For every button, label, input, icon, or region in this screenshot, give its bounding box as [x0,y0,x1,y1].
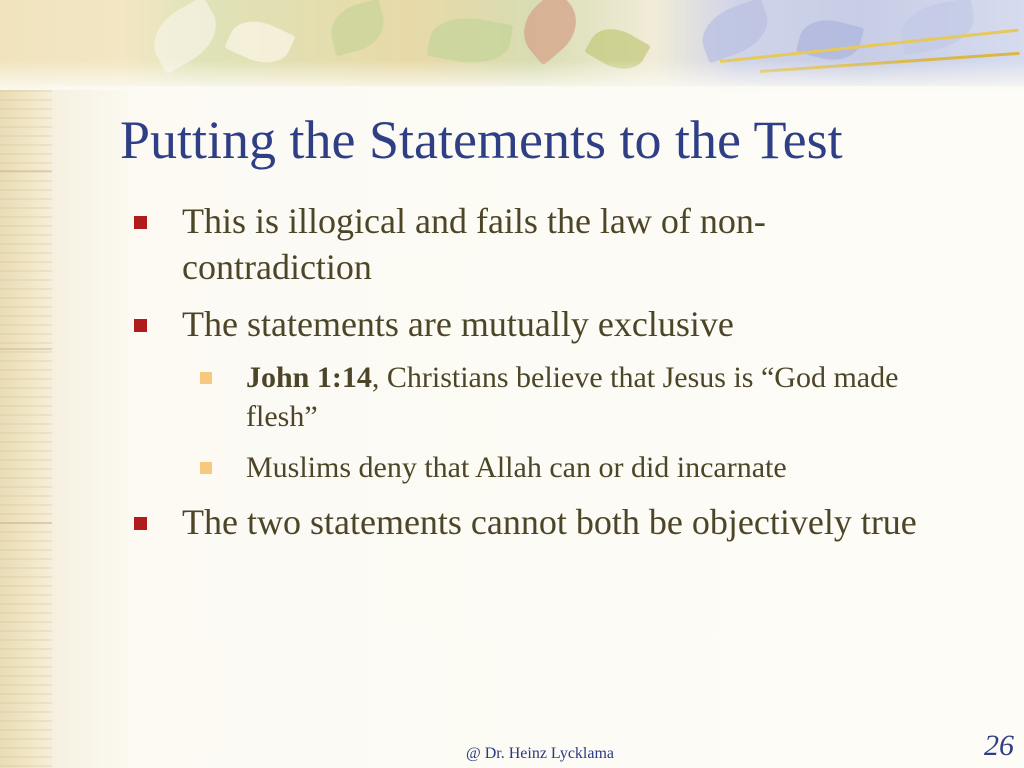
bullet-text: This is illogical and fails the law of non-contradiction [182,201,766,287]
square-bullet-icon [134,216,147,229]
page-number: 26 [984,729,1014,762]
bullet-item [128,301,948,347]
bullet-item [128,499,948,545]
border-seam [0,170,52,172]
footer-credit: @ Dr. Heinz Lycklama [465,745,615,762]
border-seam [0,522,52,524]
bullet-list [128,198,948,556]
bullet-text: The two statements cannot both be objectively true [182,502,917,542]
square-bullet-icon [134,319,147,332]
bullet-item [128,198,948,290]
square-bullet-icon [200,372,212,384]
sub-bullet-item [128,358,948,436]
banner-fade [0,60,1024,90]
bullet-text: , Christians believe that Jesus is “God made flesh” [246,361,899,433]
bullet-text: The statements are mutually exclusive [182,304,734,344]
parchment-border [0,0,52,768]
scripture-reference: John 1:14 [246,361,372,394]
border-seam [0,348,52,350]
square-bullet-icon [134,517,147,530]
slide-title: Putting the Statements to the Test [120,110,843,170]
sub-bullet-item [128,448,948,487]
decorative-banner [0,0,1024,86]
bullet-text: Muslims deny that Allah can or did incarnate [246,451,787,484]
square-bullet-icon [200,462,212,474]
